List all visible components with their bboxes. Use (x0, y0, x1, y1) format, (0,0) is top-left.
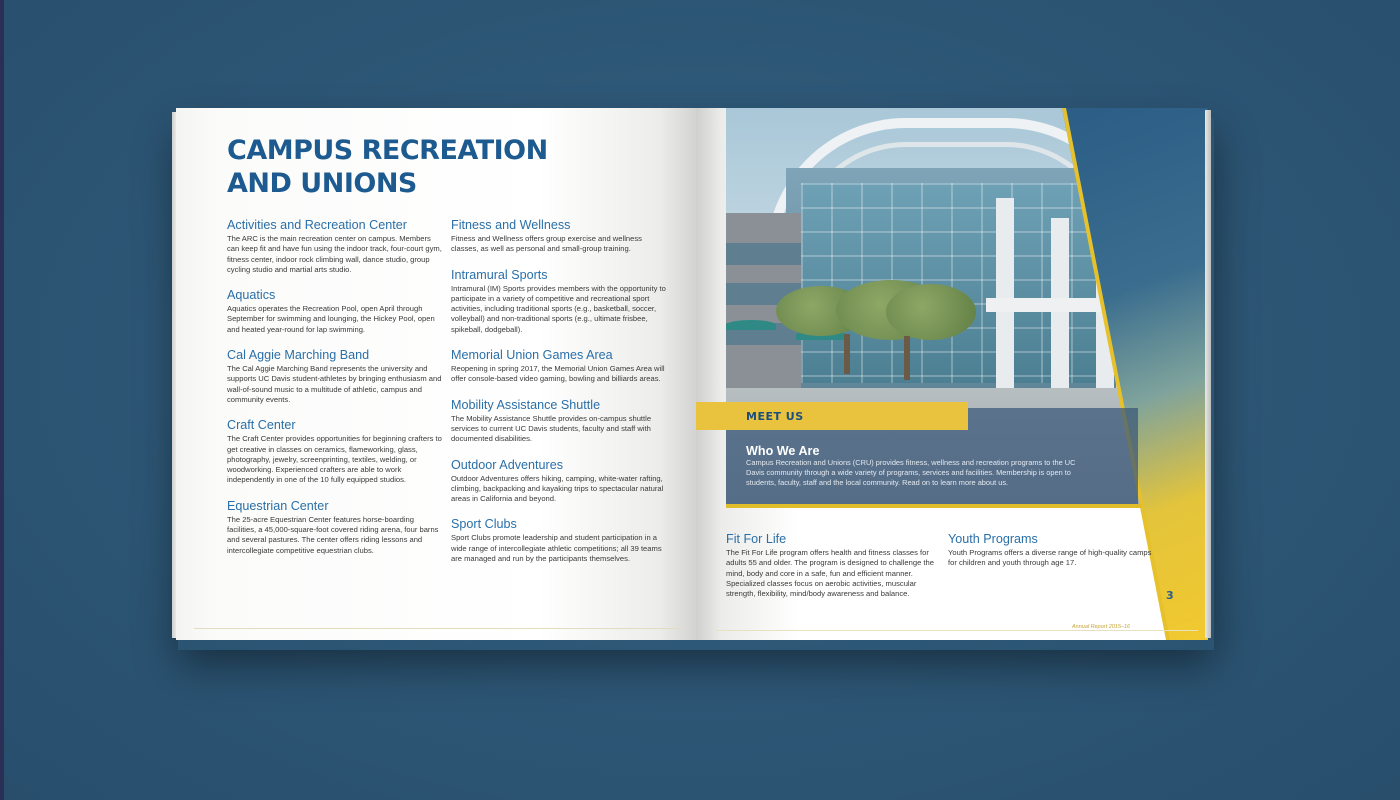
meet-us-banner (696, 402, 968, 430)
section-fitness-and-wellness (451, 218, 669, 255)
fit-for-life-heading: Fit For Life (726, 532, 787, 546)
youth-programs-body: Youth Programs offers a diverse range of high-quality camps for children and youth through age 17. (948, 548, 1152, 568)
section-heading: Equestrian Center (227, 498, 329, 513)
section-heading: Cal Aggie Marching Band (227, 348, 370, 363)
column-b (451, 218, 669, 577)
page-edge-right (1205, 110, 1211, 638)
window-edge (0, 0, 4, 800)
panel-yellow-rule (726, 504, 1142, 508)
section-body: The Mobility Assistance Shuttle provides on-campus shuttle services to current UC Davis students, faculty and staff with documented disabilities. (451, 413, 652, 444)
section-heading: Craft Center (227, 418, 296, 433)
section-aquatics (227, 288, 445, 335)
footer-rule-right (716, 630, 1198, 631)
youth-programs-heading: Youth Programs (948, 532, 1038, 546)
section-heading: Outdoor Adventures (451, 457, 564, 472)
page-title: CAMPUS RECREATION AND UNIONS (227, 135, 548, 199)
section-heading: Sport Clubs (451, 517, 517, 532)
footer-rule (194, 628, 682, 629)
section-body: Reopening in spring 2017, the Memorial Union Games Area will offer console-based video gaming, bowling and billiards areas. (451, 364, 665, 384)
fit-for-life-section (726, 532, 936, 599)
section-body: The Cal Aggie Marching Band represents the university and supports UC Davis student-athletes by bringing enthusiasm and wall-of-sound music to a multitude of athletic, campus and community events. (227, 364, 442, 404)
fit-for-life-body: The Fit For Life program offers health and fitness classes for adults 55 and older. The program is designed to challenge the mind, body and core in a safe, fun and efficient manner. Specialized classes focus on aerobic activities, muscular strength, flexibility, mind/body awareness and balance. (726, 548, 934, 599)
section-body: Outdoor Adventures offers hiking, camping, white-water rafting, climbing, backpacking and kayaking trips to spectacular natural areas in California and beyond. (451, 473, 664, 504)
section-body: The ARC is the main recreation center on campus. Members can keep fit and have fun using the indoor track, four-court gym, fitness center, indoor rock climbing wall, dance studio, group cycling studio and martial arts studio. (227, 234, 442, 274)
section-body: Fitness and Wellness offers group exercise and wellness classes, as well as personal and small-group training. (451, 234, 642, 254)
section-intramural-sports (451, 268, 669, 335)
youth-programs-section (948, 532, 1158, 569)
section-body: The Craft Center provides opportunities for beginning crafters to get creative in classes on ceramics, flameworking, glass, photography, jewelry, screenprinting, textiles, welding, or woodworking. Experienced crafters are able to work independently in one of the 10 fully equipped studios. (227, 434, 442, 485)
section-activities-and-recreation-center (227, 218, 445, 275)
section-heading: Activities and Recreation Center (227, 218, 407, 232)
section-body: Intramural (IM) Sports provides members with the opportunity to participate in a variety of competitive and recreational sport activities, including traditional sports (e.g., basketball, soccer, volleyball) and non-traditional sports (e.g., ultimate frisbee, spikeball, dodgeball). (451, 283, 666, 334)
page-number: 3 (1166, 589, 1174, 602)
report-footer: Annual Report 2015–16 (1072, 624, 1131, 630)
section-heading: Memorial Union Games Area (451, 348, 613, 363)
section-memorial-union-games-area (451, 348, 669, 385)
section-craft-center (227, 418, 445, 485)
who-we-are-heading: Who We Are (746, 444, 820, 458)
section-heading: Mobility Assistance Shuttle (451, 397, 601, 412)
section-cal-aggie-marching-band (227, 348, 445, 405)
who-we-are-body: Campus Recreation and Unions (CRU) provides fitness, wellness and recreation programs to the UC Davis community through a wide variety of programs, services and facilities. Membership is open to students, faculty, staff and the local community. Read on to learn more about us. (746, 458, 1076, 488)
section-heading: Intramural Sports (451, 267, 548, 282)
column-a (227, 218, 445, 569)
section-heading: Fitness and Wellness (451, 218, 571, 232)
section-body: The 25-acre Equestrian Center features horse-boarding facilities, a 45,000-square-foot covered riding arena, four barns and several pastures. The center offers riding lessons and intercollegiate competitive equestrian clubs. (227, 514, 439, 555)
section-equestrian-center (227, 499, 445, 556)
section-heading: Aquatics (227, 288, 276, 303)
section-sport-clubs (451, 517, 669, 564)
section-body: Sport Clubs promote leadership and student participation in a wide range of intercollegiate athletic competitions; all 39 teams are managed and run by the participants themselves. (451, 533, 662, 564)
right-page (696, 108, 1208, 640)
left-page (176, 108, 696, 640)
section-body: Aquatics operates the Recreation Pool, open April through September for swimming and lounging, the Hickey Pool, open and heated year-round for lap swimming. (227, 304, 435, 334)
meet-us-label: MEET US (746, 410, 804, 423)
section-outdoor-adventures (451, 458, 669, 505)
section-mobility-assistance-shuttle (451, 398, 669, 445)
